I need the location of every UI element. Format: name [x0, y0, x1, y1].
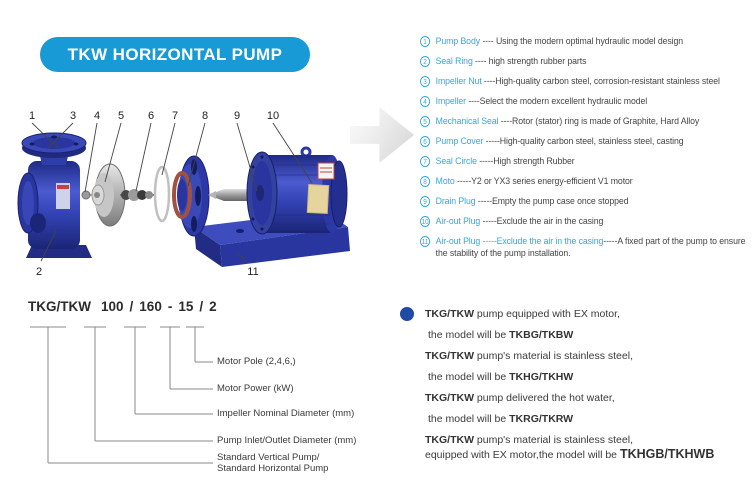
circled-number: 1: [420, 36, 430, 47]
list-item: 5 Mechanical Seal ----Rotor (stator) ring is made of Graphite, Hard Alloy: [420, 116, 755, 128]
list-item: 6 Pump Cover -----High-quality carbon steel, stainless steel, casting: [420, 136, 755, 148]
callout-8: 8: [201, 110, 209, 122]
note-line: the model will be TKBG/TKBW: [428, 329, 574, 341]
circled-number: 2: [420, 56, 430, 67]
parts-list: [420, 36, 755, 260]
list-item: 4 Impeller ----Select the modern excellent hydraulic model: [420, 96, 755, 108]
callout-4: 4: [93, 110, 101, 122]
page-title: TKW HORIZONTAL PUMP: [67, 44, 283, 64]
list-item: 1 Pump Body ---- Using the modern optimal hydraulic model design: [420, 36, 755, 48]
note-line: TKG/TKW pump equipped with EX motor,: [425, 308, 620, 320]
circled-number: 3: [420, 76, 430, 87]
pump-body-illustration: [18, 133, 92, 258]
circled-number: 11: [420, 236, 430, 247]
callout-10: 10: [266, 110, 280, 122]
callout-3: 3: [69, 110, 77, 122]
label-impeller-diameter: Impeller Nominal Diameter (mm): [217, 408, 355, 419]
exploded-pump-diagram: [8, 103, 353, 288]
list-item: 3 Impeller Nut ----High-quality carbon steel, corrosion-resistant stainless steel: [420, 76, 755, 88]
list-item: 2 Seal Ring ---- high strength rubber parts: [420, 56, 755, 68]
motor-illustration: [247, 148, 347, 234]
note-line: TKG/TKW pump's material is stainless steel,: [425, 434, 633, 446]
title-banner: [40, 37, 310, 72]
callout-1: 1: [28, 110, 36, 122]
callout-2: 2: [35, 266, 43, 278]
list-item: 7 Seal Circle -----High strength Rubber: [420, 156, 755, 168]
model-series: TKG/TKW: [28, 299, 91, 314]
list-item: 11 Air-out Plug -----Exclude the air in the casing-----A fixed part of the pump to ensure the stability of the pump installation.: [421, 236, 746, 259]
circled-number: 4: [420, 96, 430, 107]
callout-11: 11: [247, 266, 259, 278]
model-inlet: 100: [101, 299, 124, 314]
circled-number: 6: [420, 136, 430, 147]
label-motor-pole: Motor Pole (2,4,6,): [217, 356, 296, 367]
callout-5: 5: [117, 110, 125, 122]
model-variant-notes: [425, 308, 745, 470]
callout-6: 6: [147, 110, 155, 122]
label-motor-power: Motor Power (kW): [217, 383, 294, 394]
model-pole: 2: [209, 299, 217, 314]
seal-circle-illustration: [155, 167, 169, 221]
list-item: 8 Moto -----Y2 or YX3 series energy-efficient V1 motor: [420, 176, 755, 188]
circled-number: 7: [420, 156, 430, 167]
pump-cover-illustration: [174, 156, 209, 236]
callout-7: 7: [171, 110, 179, 122]
note-line: the model will be TKRG/TKRW: [428, 413, 574, 425]
list-item: 9 Drain Plug -----Empty the pump case once stopped: [420, 196, 755, 208]
list-item: 10 Air-out Plug -----Exclude the air in the casing: [421, 216, 604, 227]
model-impeller: 160: [139, 299, 162, 314]
bullet-icon: [400, 307, 414, 321]
label-pump-type: Standard Vertical Pump/ Standard Horizontal Pump: [217, 452, 329, 474]
mechanical-seal-illustration: [120, 189, 154, 201]
model-power: 15: [178, 299, 194, 314]
note-line: the model will be TKHG/TKHW: [428, 371, 574, 383]
circled-number: 9: [420, 196, 430, 207]
circled-number: 8: [420, 176, 430, 187]
model-sep1: /: [129, 299, 134, 314]
note-line: TKG/TKW pump delivered the hot water,: [425, 392, 615, 404]
model-sep2: -: [167, 299, 173, 314]
circled-number: 10: [420, 216, 430, 227]
note-line: equipped with EX motor,the model will be TKHGB/TKHWB: [425, 447, 715, 461]
right-arrow-icon: [350, 101, 414, 169]
callout-9: 9: [233, 110, 241, 122]
circled-number: 5: [420, 116, 430, 127]
label-inlet-outlet-diameter: Pump Inlet/Outlet Diameter (mm): [217, 435, 357, 446]
model-designation: [28, 299, 223, 314]
model-sep3: /: [199, 299, 204, 314]
note-line: TKG/TKW pump's material is stainless steel,: [425, 350, 633, 362]
